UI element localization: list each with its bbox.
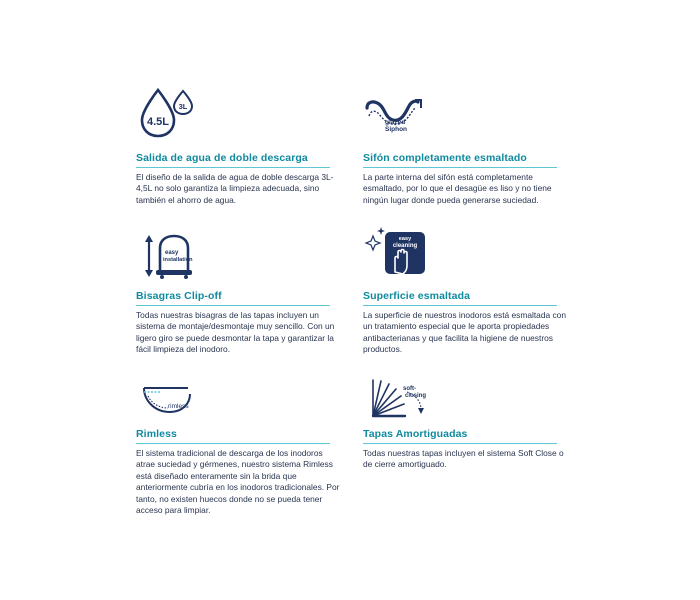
feature-title: Tapas Amortiguadas xyxy=(363,428,468,440)
title-divider xyxy=(363,167,557,168)
feature-title: Bisagras Clip-off xyxy=(136,290,222,302)
installation-label-line1: easy xyxy=(165,250,179,256)
feature-title: Superficie esmaltada xyxy=(363,290,471,302)
easy-installation-icon xyxy=(144,232,204,280)
title-divider xyxy=(136,305,330,306)
feature-title: Rimless xyxy=(136,428,177,440)
title-divider xyxy=(363,305,557,306)
dual-flush-small-label: 3L xyxy=(178,102,188,111)
feature-title: Salida de agua de doble descarga xyxy=(136,152,308,164)
feature-description: El sistema tradicional de descarga de los inodoros atrae suciedad y gérmenes, nuestro sistema Rimless está diseñado enteramente sin la brida que anteriormente cubría en los inodoros tradicionales. Por tanto, no existen huecos donde no se pueda tener acceso para limpiar. xyxy=(136,448,340,516)
dual-flush-drop-icon xyxy=(136,88,206,138)
feature-description: La parte interna del sifón está completamente esmaltado, por lo que el desagüe es liso y no tiene ningún lugar donde pueda generarse suciedad. xyxy=(363,172,552,205)
siphon-label-line1: glazed xyxy=(385,119,406,126)
installation-label-line2: installation xyxy=(163,257,193,263)
feature-description: Todas nuestras bisagras de las tapas incluyen un sistema de montaje/desmontaje muy sencillo. Con un ligero giro se puede desmontar la tapa y garantizar la fácil limpieza del inodoro. xyxy=(136,310,335,355)
feature-description: El diseño de la salida de agua de doble descarga 3L-4,5L no solo garantiza la limpieza adecuada, sino también el ahorro de agua. xyxy=(136,172,334,205)
cleaning-label-line2: cleaning xyxy=(392,243,418,249)
feature-description: Todas nuestras tapas incluyen el sistema Soft Close o de cierre amortiguado. xyxy=(363,448,564,470)
rimless-label: rimless xyxy=(168,403,189,410)
dual-flush-big-label: 4.5L xyxy=(146,116,170,128)
rimless-bowl-icon xyxy=(140,378,200,420)
glazed-siphon-icon xyxy=(363,96,433,134)
soft-closing-label-line2: closing xyxy=(405,393,427,399)
soft-closing-label-line1: soft- xyxy=(403,386,416,392)
title-divider xyxy=(363,443,557,444)
title-divider xyxy=(136,443,330,444)
soft-closing-lid-icon xyxy=(367,372,433,422)
easy-cleaning-hand-icon xyxy=(365,228,431,280)
feature-description: La superficie de nuestros inodoros está esmaltada con un tratamiento especial que le aporta propiedades antibacterianas y que facilita la higiene de nuestros productos. xyxy=(363,310,566,355)
feature-title: Sifón completamente esmaltado xyxy=(363,152,527,164)
title-divider xyxy=(136,167,330,168)
cleaning-label-line1: easy xyxy=(398,236,412,242)
siphon-label-line2: Siphon xyxy=(385,126,408,133)
